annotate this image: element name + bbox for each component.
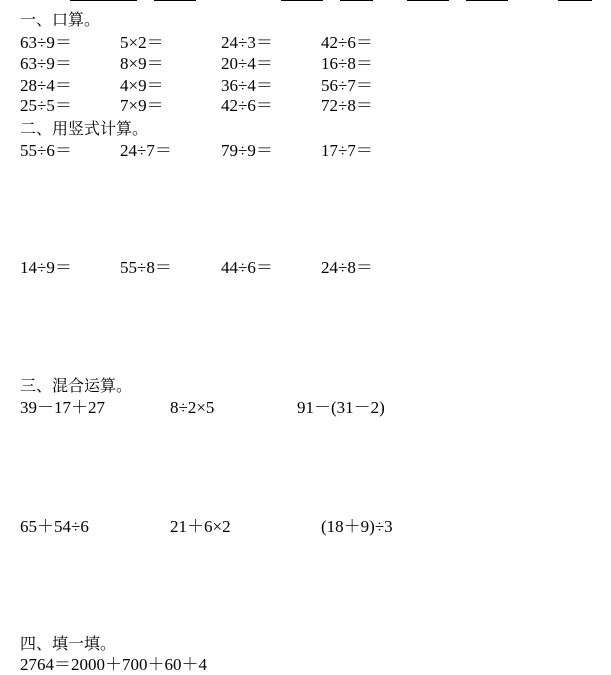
section-3-heading: 三、混合运算。 [20,376,133,395]
oral-problem: 16÷8＝ [321,54,373,73]
top-rule [407,0,449,1]
oral-problem: 42÷6＝ [321,33,373,52]
mixed-problem: 8÷2×5 [170,398,215,417]
vertical-problem: 24÷7＝ [120,141,172,160]
mixed-problem: 91－(31－2) [297,398,385,417]
mixed-problem: 21＋6×2 [170,517,231,536]
section-4-heading: 四、填一填。 [20,634,117,653]
vertical-problem: 44÷6＝ [221,258,273,277]
section-1-heading: 一、口算。 [20,10,101,29]
mixed-problem: 65＋54÷6 [20,517,89,536]
oral-problem: 5×2＝ [120,33,164,52]
section-2-heading: 二、用竖式计算。 [20,119,149,138]
oral-problem: 42÷6＝ [221,96,273,115]
oral-problem: 25÷5＝ [20,96,72,115]
oral-problem: 72÷8＝ [321,96,373,115]
top-rule [558,0,592,1]
mixed-problem: 39－17＋27 [20,398,105,417]
top-rule [466,0,508,1]
top-rule [281,0,323,1]
oral-problem: 24÷3＝ [221,33,273,52]
oral-problem: 63÷9＝ [20,33,72,52]
fill-in-line: 2764＝2000＋700＋60＋4 [20,655,207,674]
vertical-problem: 55÷6＝ [20,141,72,160]
vertical-problem: 24÷8＝ [321,258,373,277]
vertical-problem: 14÷9＝ [20,258,72,277]
vertical-problem: 55÷8＝ [120,258,172,277]
oral-problem: 7×9＝ [120,96,164,115]
mixed-problem: (18＋9)÷3 [321,517,393,536]
oral-problem: 56÷7＝ [321,76,373,95]
top-rule [70,0,137,1]
oral-problem: 63÷9＝ [20,54,72,73]
oral-problem: 8×9＝ [120,54,164,73]
top-rule [154,0,196,1]
oral-problem: 20÷4＝ [221,54,273,73]
oral-problem: 4×9＝ [120,76,164,95]
oral-problem: 36÷4＝ [221,76,273,95]
vertical-problem: 79÷9＝ [221,141,273,160]
oral-problem: 28÷4＝ [20,76,72,95]
top-rule [340,0,373,1]
vertical-problem: 17÷7＝ [321,141,373,160]
